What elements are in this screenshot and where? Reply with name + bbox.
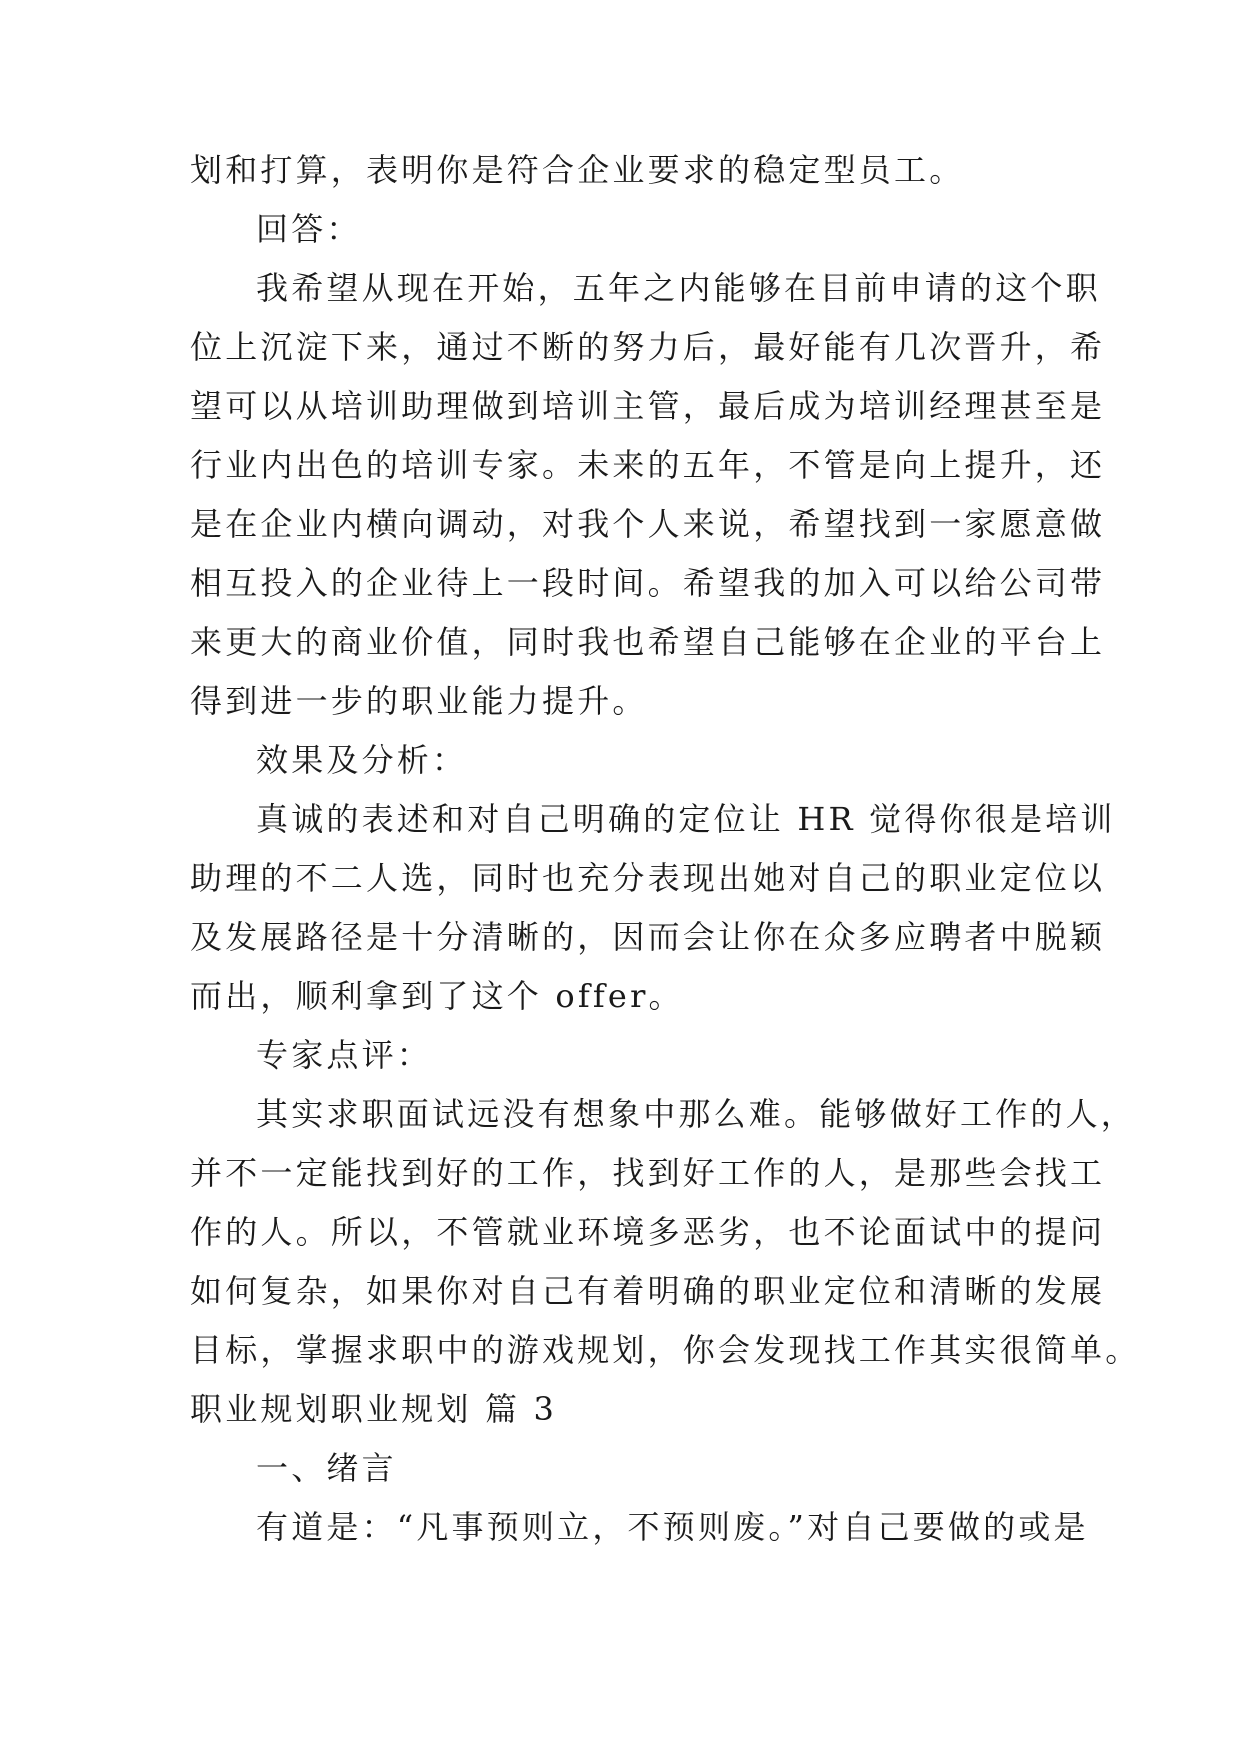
paragraph-line: 而出，顺利拿到了这个 offer。 [190,977,684,1015]
paragraph-line: 真诚的表述和对自己明确的定位让 HR 觉得你很是培训 [256,800,1116,838]
paragraph-line: 得到进一步的职业能力提升。 [190,682,648,720]
paragraph-line: 如何复杂，如果你对自己有着明确的职业定位和清晰的发展 [190,1272,1106,1310]
paragraph-line: 是在企业内横向调动，对我个人来说，希望找到一家愿意做 [190,505,1106,543]
section-label-expert-review: 专家点评： [256,1036,433,1074]
article-heading: 职业规划职业规划 篇 3 [190,1390,558,1428]
section-label-analysis: 效果及分析： [256,741,468,779]
paragraph-line: 有道是：“凡事预则立，不预则废。”对自己要做的或是 [256,1508,1089,1546]
paragraph-line: 助理的不二人选，同时也充分表现出她对自己的职业定位以 [190,859,1106,897]
paragraph-line: 来更大的商业价值，同时我也希望自己能够在企业的平台上 [190,623,1106,661]
paragraph-line: 位上沉淀下来，通过不断的努力后，最好能有几次晋升，希 [190,328,1106,366]
paragraph-line: 其实求职面试远没有想象中那么难。能够做好工作的人， [256,1095,1137,1133]
paragraph-line: 望可以从培训助理做到培训主管，最后成为培训经理甚至是 [190,387,1106,425]
section-heading-introduction: 一、绪言 [256,1449,397,1487]
paragraph-line: 我希望从现在开始，五年之内能够在目前申请的这个职 [256,269,1101,307]
paragraph-line: 并不一定能找到好的工作，找到好工作的人，是那些会找工 [190,1154,1106,1192]
paragraph-line: 划和打算，表明你是符合企业要求的稳定型员工。 [190,151,965,189]
paragraph-line: 作的人。所以，不管就业环境多恶劣，也不论面试中的提问 [190,1213,1106,1251]
paragraph-line: 相互投入的企业待上一段时间。希望我的加入可以给公司带 [190,564,1106,602]
paragraph-line: 及发展路径是十分清晰的，因而会让你在众多应聘者中脱颖 [190,918,1106,956]
section-label-answer: 回答： [256,210,362,248]
paragraph-line: 行业内出色的培训专家。未来的五年，不管是向上提升，还 [190,446,1106,484]
paragraph-line: 目标，掌握求职中的游戏规划，你会发现找工作其实很简单。 [190,1331,1141,1369]
